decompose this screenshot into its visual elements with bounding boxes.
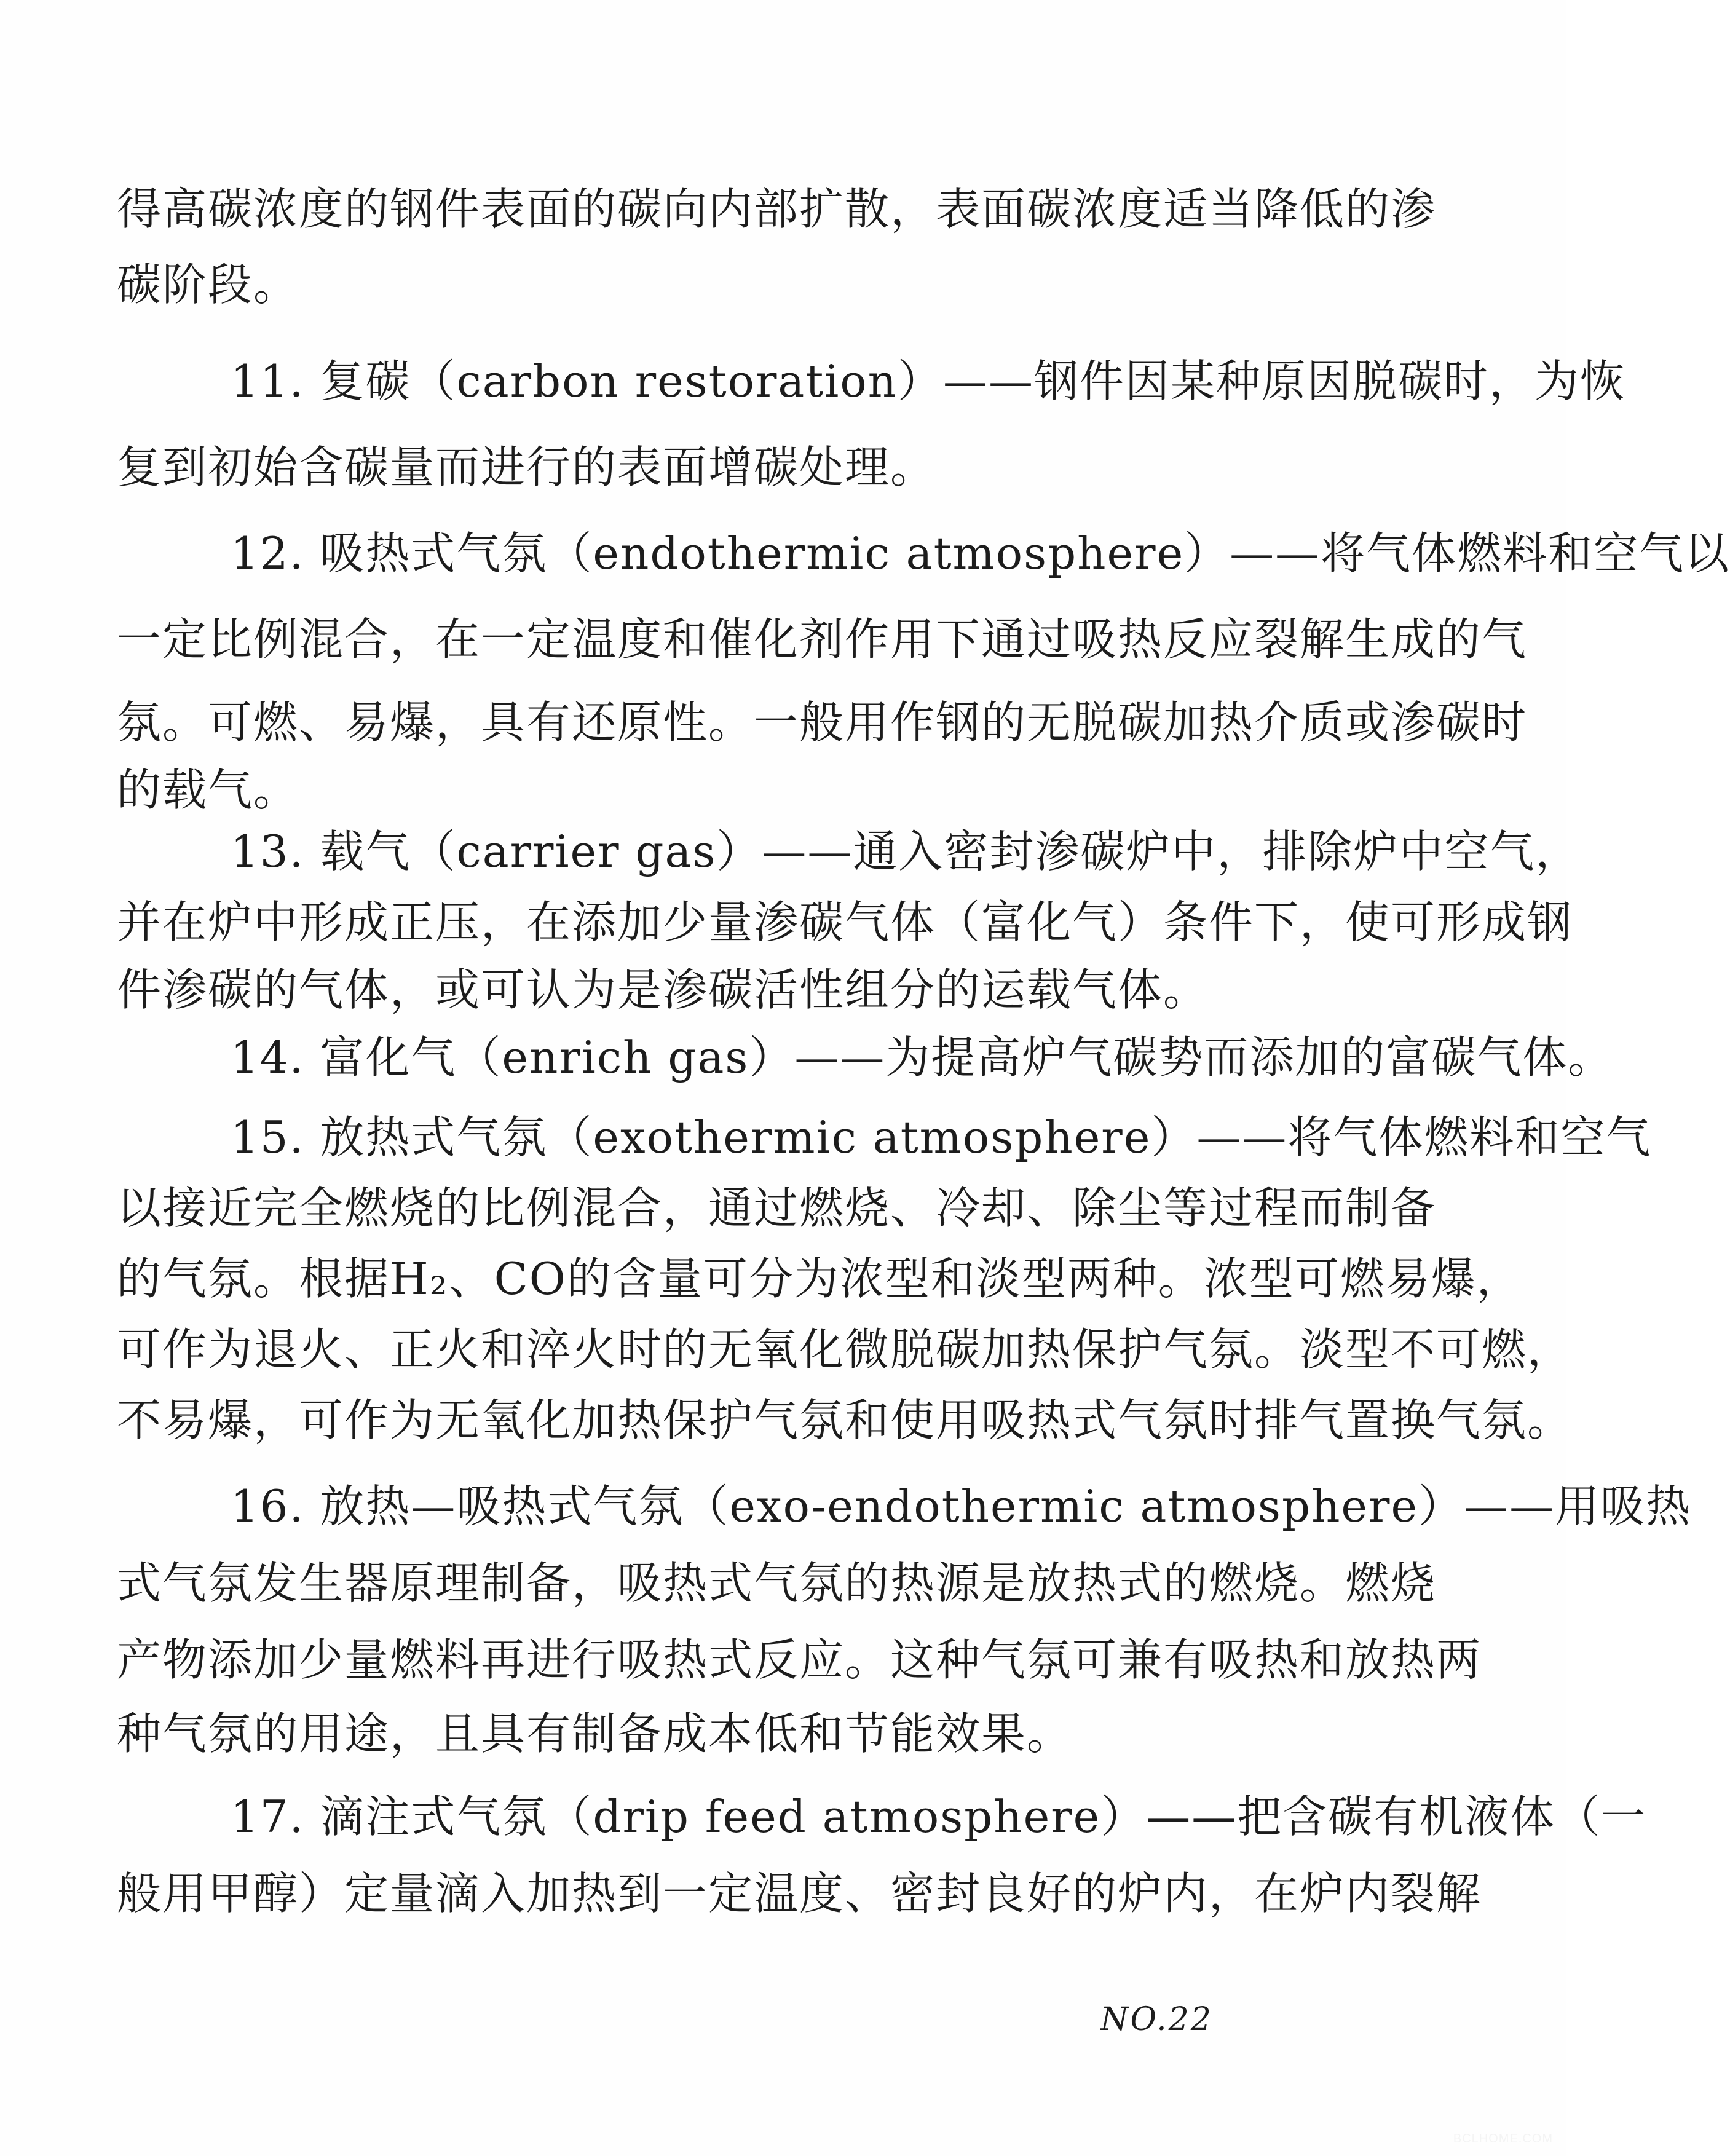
entry-12-line-2: 一定比例混合，在一定温度和催化剂作用下通过吸热反应裂解生成的气	[117, 614, 1528, 665]
entry-13-line-3: 件渗碳的气体，或可认为是渗碳活性组分的运载气体。	[117, 964, 1209, 1016]
entry-16-line-4: 种气氛的用途，且具有制备成本低和节能效果。	[117, 1708, 1073, 1759]
text-line-2: 碳阶段。	[117, 259, 299, 310]
entry-14-line-1: 14. 富化气（enrich gas）——为提高炉气碳势而添加的富碳气体。	[231, 1032, 1614, 1083]
entry-15-line-2: 以接近完全燃烧的比例混合，通过燃烧、冷却、除尘等过程而制备	[117, 1182, 1437, 1234]
watermark-text: BCLHOME.COM	[1453, 2132, 1553, 2146]
entry-12-line-3: 氛。可燃、易爆，具有还原性。一般用作钢的无脱碳加热介质或渗碳时	[117, 697, 1528, 748]
entry-15-line-4: 可作为退火、正火和淬火时的无氧化微脱碳加热保护气氛。淡型不可燃，	[117, 1324, 1573, 1375]
entry-11-line-2: 复到初始含碳量而进行的表面增碳处理。	[117, 441, 936, 493]
entry-12-line-1: 12. 吸热式气氛（endothermic atmosphere）——将气体燃料和空气以	[231, 527, 1730, 579]
page-number: NO.22	[1100, 2001, 1213, 2038]
entry-11-line-1: 11. 复碳（carbon restoration）——钢件因某种原因脱碳时，为恢	[231, 355, 1626, 407]
entry-17-line-2: 般用甲醇）定量滴入加热到一定温度、密封良好的炉内，在炉内裂解	[117, 1868, 1482, 1919]
entry-16-line-2: 式气氛发生器原理制备，吸热式气氛的热源是放热式的燃烧。燃烧	[117, 1557, 1437, 1609]
text-line-1: 得高碳浓度的钢件表面的碳向内部扩散，表面碳浓度适当降低的渗	[117, 183, 1437, 235]
entry-15-line-3: 的气氛。根据H₂、CO的含量可分为浓型和淡型两种。浓型可燃易爆，	[117, 1253, 1522, 1305]
entry-12-line-4: 的载气。	[117, 764, 299, 816]
entry-15-line-1: 15. 放热式气氛（exothermic atmosphere）——将气体燃料和空气	[231, 1112, 1652, 1163]
entry-16-line-3: 产物添加少量燃料再进行吸热式反应。这种气氛可兼有吸热和放热两	[117, 1634, 1482, 1686]
entry-16-line-1: 16. 放热—吸热式气氛（exo-endothermic atmosphere）——用吸热	[231, 1480, 1692, 1532]
entry-13-line-1: 13. 载气（carrier gas）——通入密封渗碳炉中，排除炉中空气，	[231, 826, 1581, 877]
entry-13-line-2: 并在炉中形成正压，在添加少量渗碳气体（富化气）条件下，使可形成钢	[117, 896, 1573, 948]
entry-17-line-1: 17. 滴注式气氛（drip feed atmosphere）——把含碳有机液体（一	[231, 1791, 1647, 1842]
entry-15-line-5: 不易爆，可作为无氧化加热保护气氛和使用吸热式气氛时排气置换气氛。	[117, 1394, 1573, 1446]
